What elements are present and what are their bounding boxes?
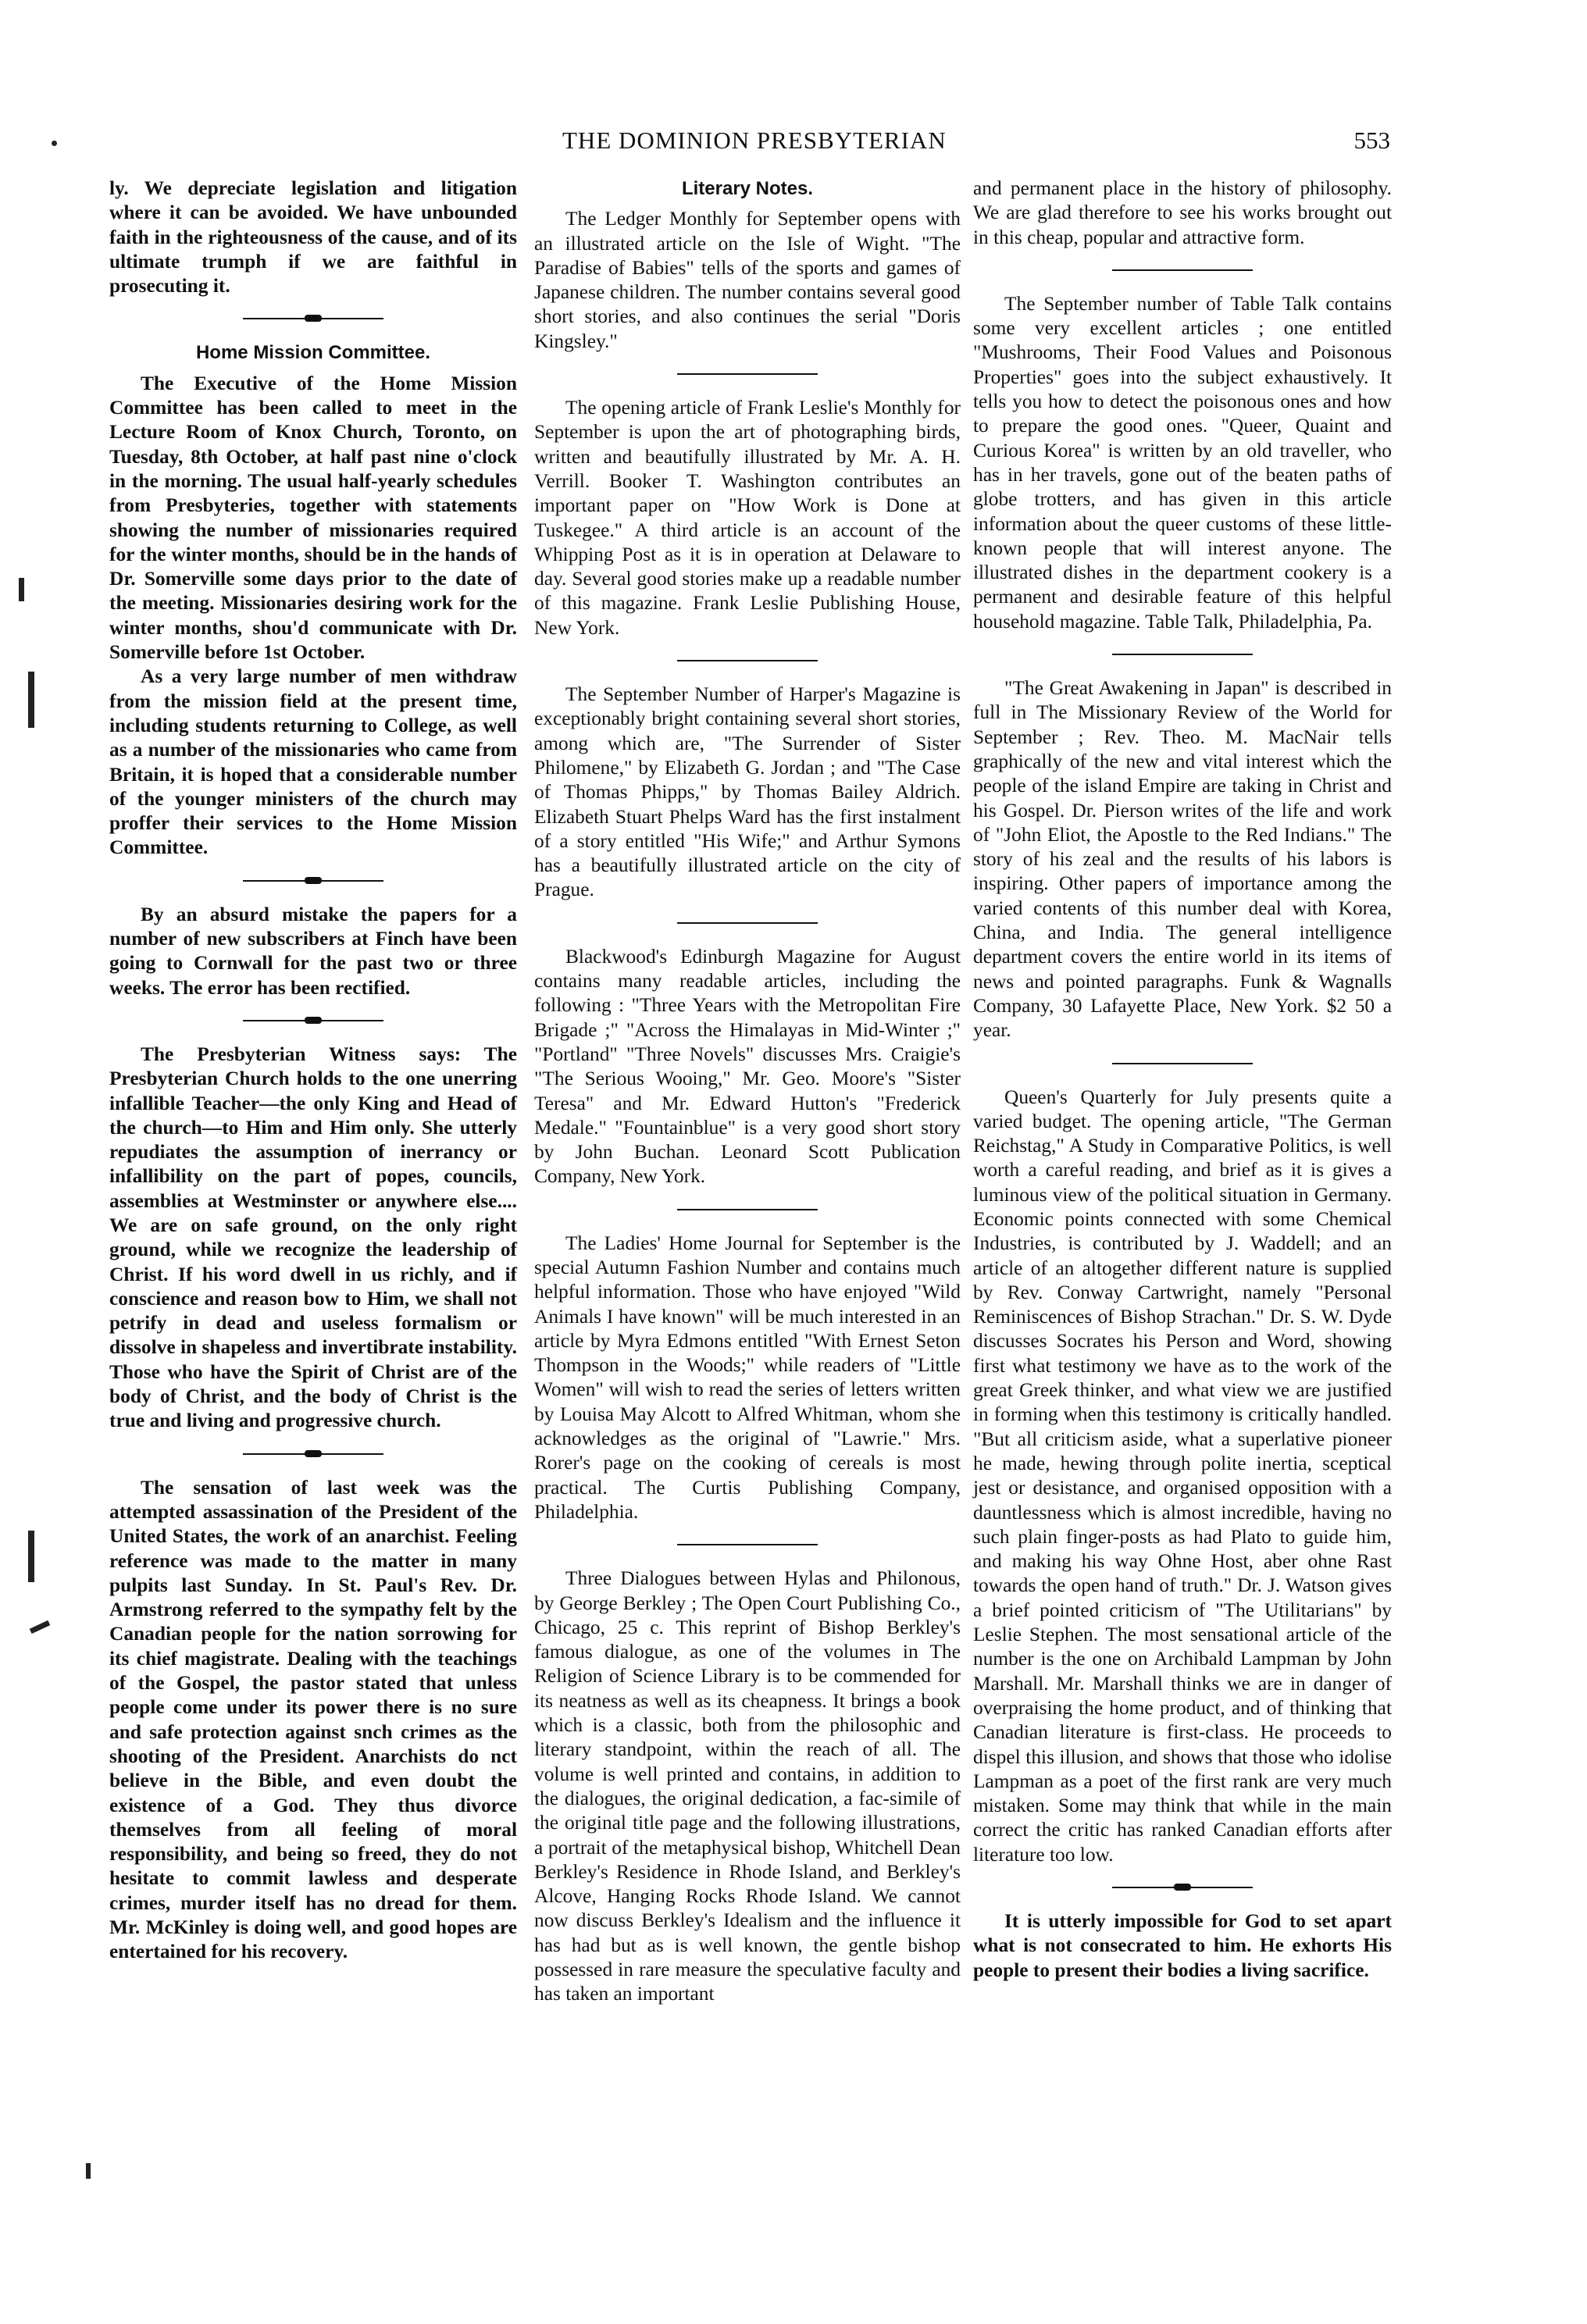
section-divider [1112,650,1253,659]
page-number: 553 [1353,127,1390,154]
section-heading: Literary Notes. [681,178,814,199]
section-divider [243,1449,383,1459]
paragraph: Queen's Quarterly for July presents quite a varied budget. The opening article, "The German Reichstag," A Study in Comparative Politics, is well worth a careful reading, and brief as it is gives a luminous view of the political situation in Germany. Economic points connected with some Chemical Industries, is contributed by J. Waddell; and an article of an altogether different nature is supplied by Rev. Conway Cartwright, namely "Personal Reminiscences of Bishop Strachan." Dr. S. W. Dyde discusses Socrates his Person and Word, showing first what testimony we have as to the work of the great Greek thinker, and what view we are justified in forming when this testimony is critically handled. "But all criticism aside, what a superlative pioneer he made, hewing through polite inertia, sceptical jest or desistance, and organised opposition with a dauntlessness which is almost incredible, having no such plain finger-posts as had Plato to guide him, and making his way Ohne Host, aber ohne Rast towards the open hand of truth." Dr. J. Watson gives a brief pointed criticism of "The Utilitarians" by Leslie Stephen. The most sensational article of the number is the one on Archibald Lampman by John Marshall. Mr. Marshall thinks we are in danger of overpraising the home product, and of thinking that Canadian literature is first-class. He proceeds to dispel this illusion, and shows that those who idolise Lampman as a poet of the first rank are very much mistaken. Some may think that while in the main correct the critic has ranked Canadian efforts after literature too low. [973,1085,1392,1866]
paragraph: The Presbyterian Witness says: The Presbyterian Church holds to the one unerring infallible Teacher—the only King and Head of the church—to Him and Him only. She utterly repudiates the assumption of inerrancy or infallibility on the part of popes, councils, assemblies at Westminster or anywhere else.... We are on safe ground, on the only right ground, while we recognize the leadership of Christ. If his word dwell in us richly, and if conscience and reason bow to Him, we shall not petrify in dead and useless formalism or dissolve in shapeless and invertibrate instability. Those who have the Spirit of Christ are of the body of Christ, and the body of Christ is the true and living and progressive church. [109,1043,517,1432]
section-divider [1112,1059,1253,1068]
paragraph: The Ledger Monthly for September opens with an illustrated article on the Isle of Wight. "The Paradise of Babies" tells of the sports and games of Japanese children. The number contains several good short stories, and also continues the serial "Doris Kingsley." [534,208,961,352]
paragraph: The Executive of the Home Mission Committee has been called to meet in the Lecture Room of Knox Church, Toronto, on Tuesday, 8th October, at half past nine o'clock in the morning. The usual half-yearly schedules from Presbyteries, together with statements showing the number of missionaries required for the winter months, should be in the hands of Dr. Somerville some days prior to the date of the meeting. Missionaries desiring work for the winter months, shou'd communicate with Dr. Somerville before 1st October. [109,372,517,664]
paragraph: Three Dialogues between Hylas and Philonous, by George Berkley ; The Open Court Publishing Co., Chicago, 25 c. This reprint of Bishop Berkley's famous dialogue, as one of the volumes in The Religion of Science Library is to be commended for its neatness as well as its cheapness. It brings a book which is a classic, both from the philosophic and literary standpoint, within the reach of all. The volume is well printed and contains, in addition to the dialogues, the original dedication, a fac-simile of the original title page and the following illustrations, a portrait of the metaphysical bishop, Whitchell Dean Berkley's Residence in Rhode Island, and Berkley's Alcove, Hanging Rocks Rhode Island. We cannot now discuss Berkley's Idealism and the influence it has had but as is well known, the gentle bishop possessed in rare measure the speculative faculty and has taken an important [534,1567,961,2005]
paragraph: As a very large number of men withdraw from the mission field at the present time, including students returning to College, as well as a number of the missionaries who came from Britain, it is hoped that a considerable number of the younger ministers of the church may proffer their services to the Home Mission Committee. [109,665,517,859]
section-divider [677,656,818,665]
section-divider [677,369,818,379]
section-divider [677,918,818,928]
paragraph: and permanent place in the history of philosophy. We are glad therefore to see his works brought out in this cheap, popular and attractive form. [973,177,1392,248]
margin-mark [28,1531,34,1582]
section-divider [1112,266,1253,275]
running-title: THE DOMINION PRESBYTERIAN [562,127,947,154]
section-divider [677,1540,818,1549]
section-divider [243,314,383,323]
page-header [109,127,1390,166]
paragraph: The sensation of last week was the attempted assassination of the President of the United States, the work of an anarchist. Feeling reference was made to the matter in many pulpits last Sunday. In St. Paul's Rev. Dr. Armstrong referred to the sympathy felt by the Canadian people for the nation sorrowing for its chief magistrate. Dealing with the teachings of the Gospel, the pastor stated that unless people come under its power there is no sure and safe protection against snch crimes as the shooting of the President. Anarchists do nct believe in the Bible, and even doubt the existence of a God. They thus divorce themselves from all feeling of moral responsibility, and being so freed, they do not hesitate to commit lawless and desperate crimes, murder itself has no dread for them. Mr. McKinley is doing well, and good hopes are entertained for his recovery. [109,1476,517,1963]
paragraph: "The Great Awakening in Japan" is described in full in The Missionary Review of the World for September ; Rev. Theo. M. MacNair tells graphically of the new and vital interest which the people of the island Empire are taking in Christ and his Gospel. Dr. Pierson writes of the life and work of "John Eliot, the Apostle to the Red Indians." The story of his zeal and the results of his labors is inspiring. Other papers of importance among the varied contents of this number deal with Korea, China, and India. The general intelligence department covers the entire world in its items of news and pointed paragraphs. Funk & Wagnalls Company, 30 Lafayette Place, New York. $2 50 a year. [973,677,1392,1042]
paragraph: ly. We depreciate legislation and litigation where it can be avoided. We have unbounded faith in the righteousness of the cause, and of its ultimate trumph if we are faithful in prosecuting it. [109,177,517,298]
margin-mark [28,672,34,728]
margin-mark [86,2163,91,2179]
margin-mark [30,1620,51,1634]
section-divider [677,1205,818,1214]
paragraph: The opening article of Frank Leslie's Monthly for September is upon the art of photographing birds, written and beautifully illustrated by Mr. A. H. Verrill. Booker T. Washington contributes an important paper on "How Work is Done at Tuskegee." A third article is an account of the Whipping Post as it is in operation at Delaware to day. Several good stories make up a readable number of this magazine. Frank Leslie Publishing House, New York. [534,397,961,639]
margin-dot [52,141,57,146]
paragraph: It is utterly impossible for God to set apart what is not consecrated to him. He exhorts His people to present their bodies a living sacrifice. [973,1910,1392,1981]
column-2 [534,176,961,2007]
margin-mark [19,578,24,601]
column-3 [973,176,1392,1983]
section-divider [243,876,383,886]
paragraph: The September Number of Harper's Magazine is exceptionably bright containing several short stories, among which are, "The Surrender of Sister Philomene," by Elizabeth G. Jordan ; and "The Case of Thomas Phipps," by Thomas Bailey Aldrich. Elizabeth Stuart Phelps Ward has the first instalment of a story entitled "His Wife;" and Arthur Symons has a beautifully illustrated article on the city of Prague. [534,683,961,901]
paragraph: By an absurd mistake the papers for a number of new subscribers at Finch have been going to Cornwall for the past two or three weeks. The error has been rectified. [109,903,517,999]
column-1 [109,176,517,1965]
paragraph: The September number of Table Talk contains some very excellent articles ; one entitled "Mushrooms, Their Food Values and Poisonous Properties" goes into the subject exhaustively. It tells you how to detect the poisonous ones and how to prepare the good ones. "Queer, Quaint and Curious Korea" is written by an old traveller, who has in her travels, gone out of the beaten paths of globe trotters, and has given in this article information about the queer customs of these little-known people that will interest anyone. The illustrated dishes in the department cookery is a permanent and desirable feature of this helpful household magazine. Table Talk, Philadelphia, Pa. [973,292,1392,633]
section-divider [1112,1883,1253,1892]
section-divider [243,1016,383,1025]
section-heading: Home Mission Committee. [195,342,431,364]
paragraph: The Ladies' Home Journal for September is the special Autumn Fashion Number and contains much helpful information. Those who have enjoyed "Wild Animals I have known" will be much interested in an article by Myra Edmons entitled "With Ernest Seton Thompson in the Woods;" while readers of "Little Women" will wish to read the series of letters written by Louisa May Alcott to Alfred Whitman, whom she acknowledges as the original of "Lawrie." Mrs. Rorer's page on the cooking of cereals is most practical. The Curtis Publishing Company, Philadelphia. [534,1232,961,1523]
paragraph: Blackwood's Edinburgh Magazine for August contains many readable articles, including the following : "Three Years with the Metropolitan Fire Brigade ;" "Across the Himalayas in Mid-Winter ;" "Portland" "Three Novels" discusses Mrs. Craigie's "The Serious Wooing," Mr. Geo. Moore's "Sister Teresa" and Mr. Edward Hutton's "Frederick Medale." "Fountainblue" is a very good short story by John Buchan. Leonard Scott Publication Company, New York. [534,945,961,1188]
